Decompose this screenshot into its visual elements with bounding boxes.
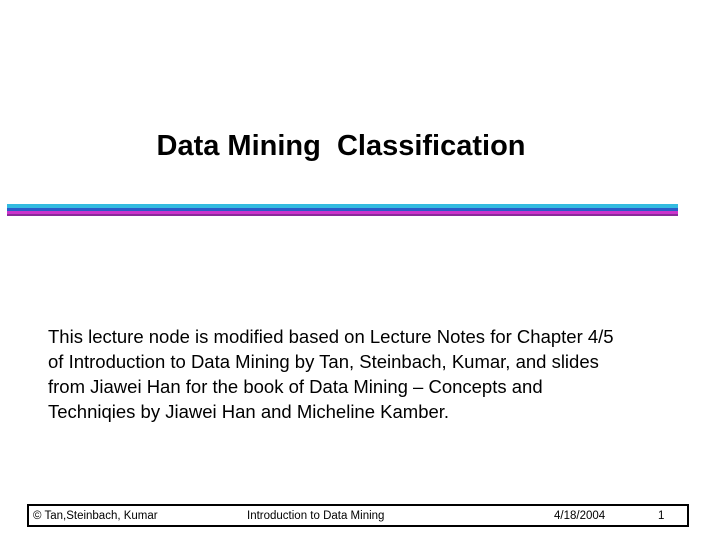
footer-author: © Tan,Steinbach, Kumar	[33, 510, 158, 522]
divider-purple-line	[7, 214, 678, 216]
attribution-line-3: from Jiawei Han for the book of Data Mining – Concepts and	[48, 376, 543, 397]
slide-footer	[27, 504, 689, 527]
attribution-line-2: of Introduction to Data Mining by Tan, Steinbach, Kumar, and slides	[48, 351, 599, 372]
footer-page-number: 1	[658, 510, 665, 522]
attribution-line-4: Techniqies by Jiawei Han and Micheline Kamber.	[48, 401, 450, 422]
attribution-line-1: This lecture node is modified based on Lecture Notes for Chapter 4/5	[48, 326, 614, 347]
slide-title: Data Mining Classification	[156, 130, 526, 162]
footer-course-title: Introduction to Data Mining	[247, 510, 385, 522]
title-divider	[7, 204, 678, 216]
attribution-paragraph	[48, 324, 688, 424]
footer-date: 4/18/2004	[554, 510, 606, 522]
